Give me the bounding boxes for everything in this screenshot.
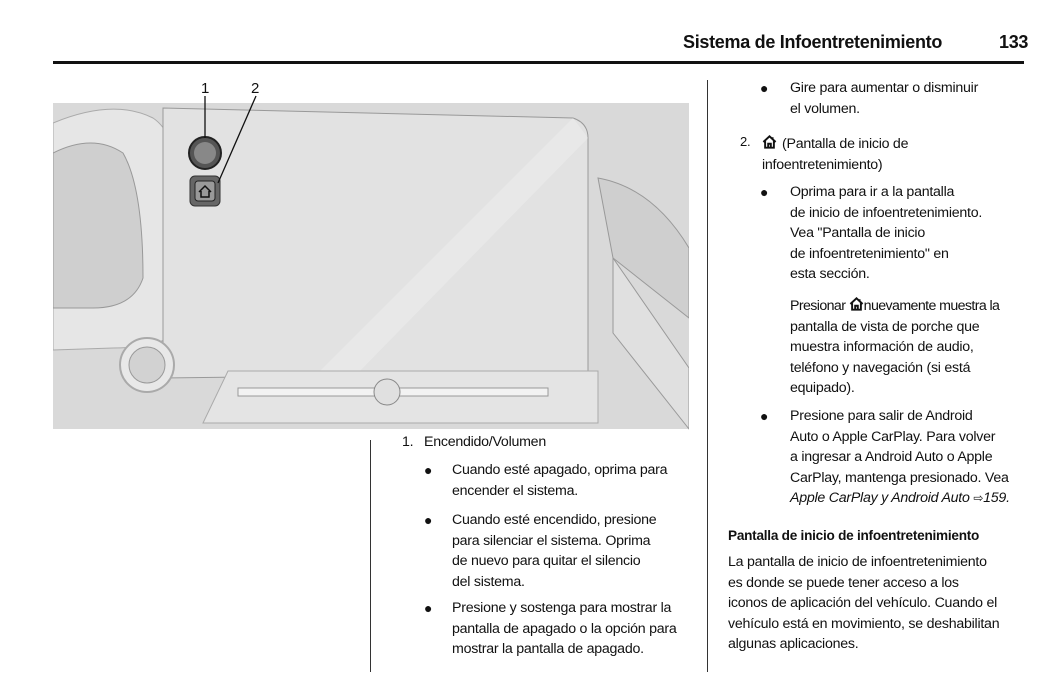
- home-para-pre: Presionar: [790, 298, 846, 314]
- callout-2: 2: [251, 80, 260, 97]
- section-body: La pantalla de inicio de infoentretenimiento es donde se puede tener acceso a los iconos de aplicación del vehículo. Cuando el vehículo está en movimiento, se deshabilitan algunas aplicaciones.: [728, 554, 1000, 653]
- item-2-bullet-1: Oprima para ir a la pantalla de inicio de infoentretenimiento. Vea "Pantalla de inicio de infoentretenimiento" en esta sección.: [790, 184, 983, 283]
- bullet: ●: [760, 184, 769, 200]
- column-divider-left: [370, 440, 371, 672]
- home-icon: [849, 297, 864, 311]
- home-repeat-paragraph: [790, 296, 1054, 399]
- item-2-title: (Pantalla de inicio de infoentretenimiento): [762, 136, 909, 173]
- item-1-bullet-3: Presione y sostenga para mostrar la pantalla de apagado o la opción para mostrar la pantalla de apagado.: [452, 600, 677, 658]
- item-2-number: 2.: [740, 134, 751, 149]
- bullet: ●: [760, 80, 769, 96]
- page-number: 133: [999, 32, 1029, 52]
- item-1-number: 1.: [402, 434, 414, 450]
- infotainment-illustration: [53, 78, 689, 430]
- header-rule: [53, 61, 1024, 64]
- section-heading: Pantalla de inicio de infoentretenimiento: [728, 528, 980, 543]
- home-para-rest: pantalla de vista de porche que muestra información de audio, teléfono y navegación (si está equipado).: [790, 318, 980, 397]
- column-divider-right: [707, 80, 708, 672]
- bullet: ●: [424, 512, 433, 528]
- item-1-bullet-2: Cuando esté encendido, presione para silenciar el sistema. Oprima de nuevo para quitar el silencio del sistema.: [452, 512, 657, 590]
- item-1-bullet-1: Cuando esté apagado, oprima para encender el sistema.: [452, 462, 668, 499]
- callout-1: 1: [201, 80, 210, 97]
- bullet: ●: [424, 600, 433, 616]
- running-header-title: Sistema de Infoentretenimiento: [683, 32, 943, 52]
- bullet: ●: [424, 462, 433, 478]
- item-1-bullet-4: Gire para aumentar o disminuir el volumen.: [790, 80, 979, 117]
- item-2-bullet-2: [790, 406, 1054, 509]
- arrow-icon: ⇨: [973, 491, 984, 506]
- page-reference[interactable]: 159.: [983, 490, 1010, 507]
- item-1-title: Encendido/Volumen: [424, 434, 546, 450]
- home-para-post: nuevamente muestra la: [863, 298, 1000, 314]
- item-2-bullet-2-text: Presione para salir de Android Auto o Apple CarPlay. Para volver a ingresar a Android Auto o Apple CarPlay, mantenga presionado. Vea: [790, 408, 1009, 486]
- dashboard-drawing: [53, 78, 689, 430]
- cross-reference-link[interactable]: Apple CarPlay y Android Auto: [790, 490, 970, 507]
- bullet: ●: [760, 408, 769, 424]
